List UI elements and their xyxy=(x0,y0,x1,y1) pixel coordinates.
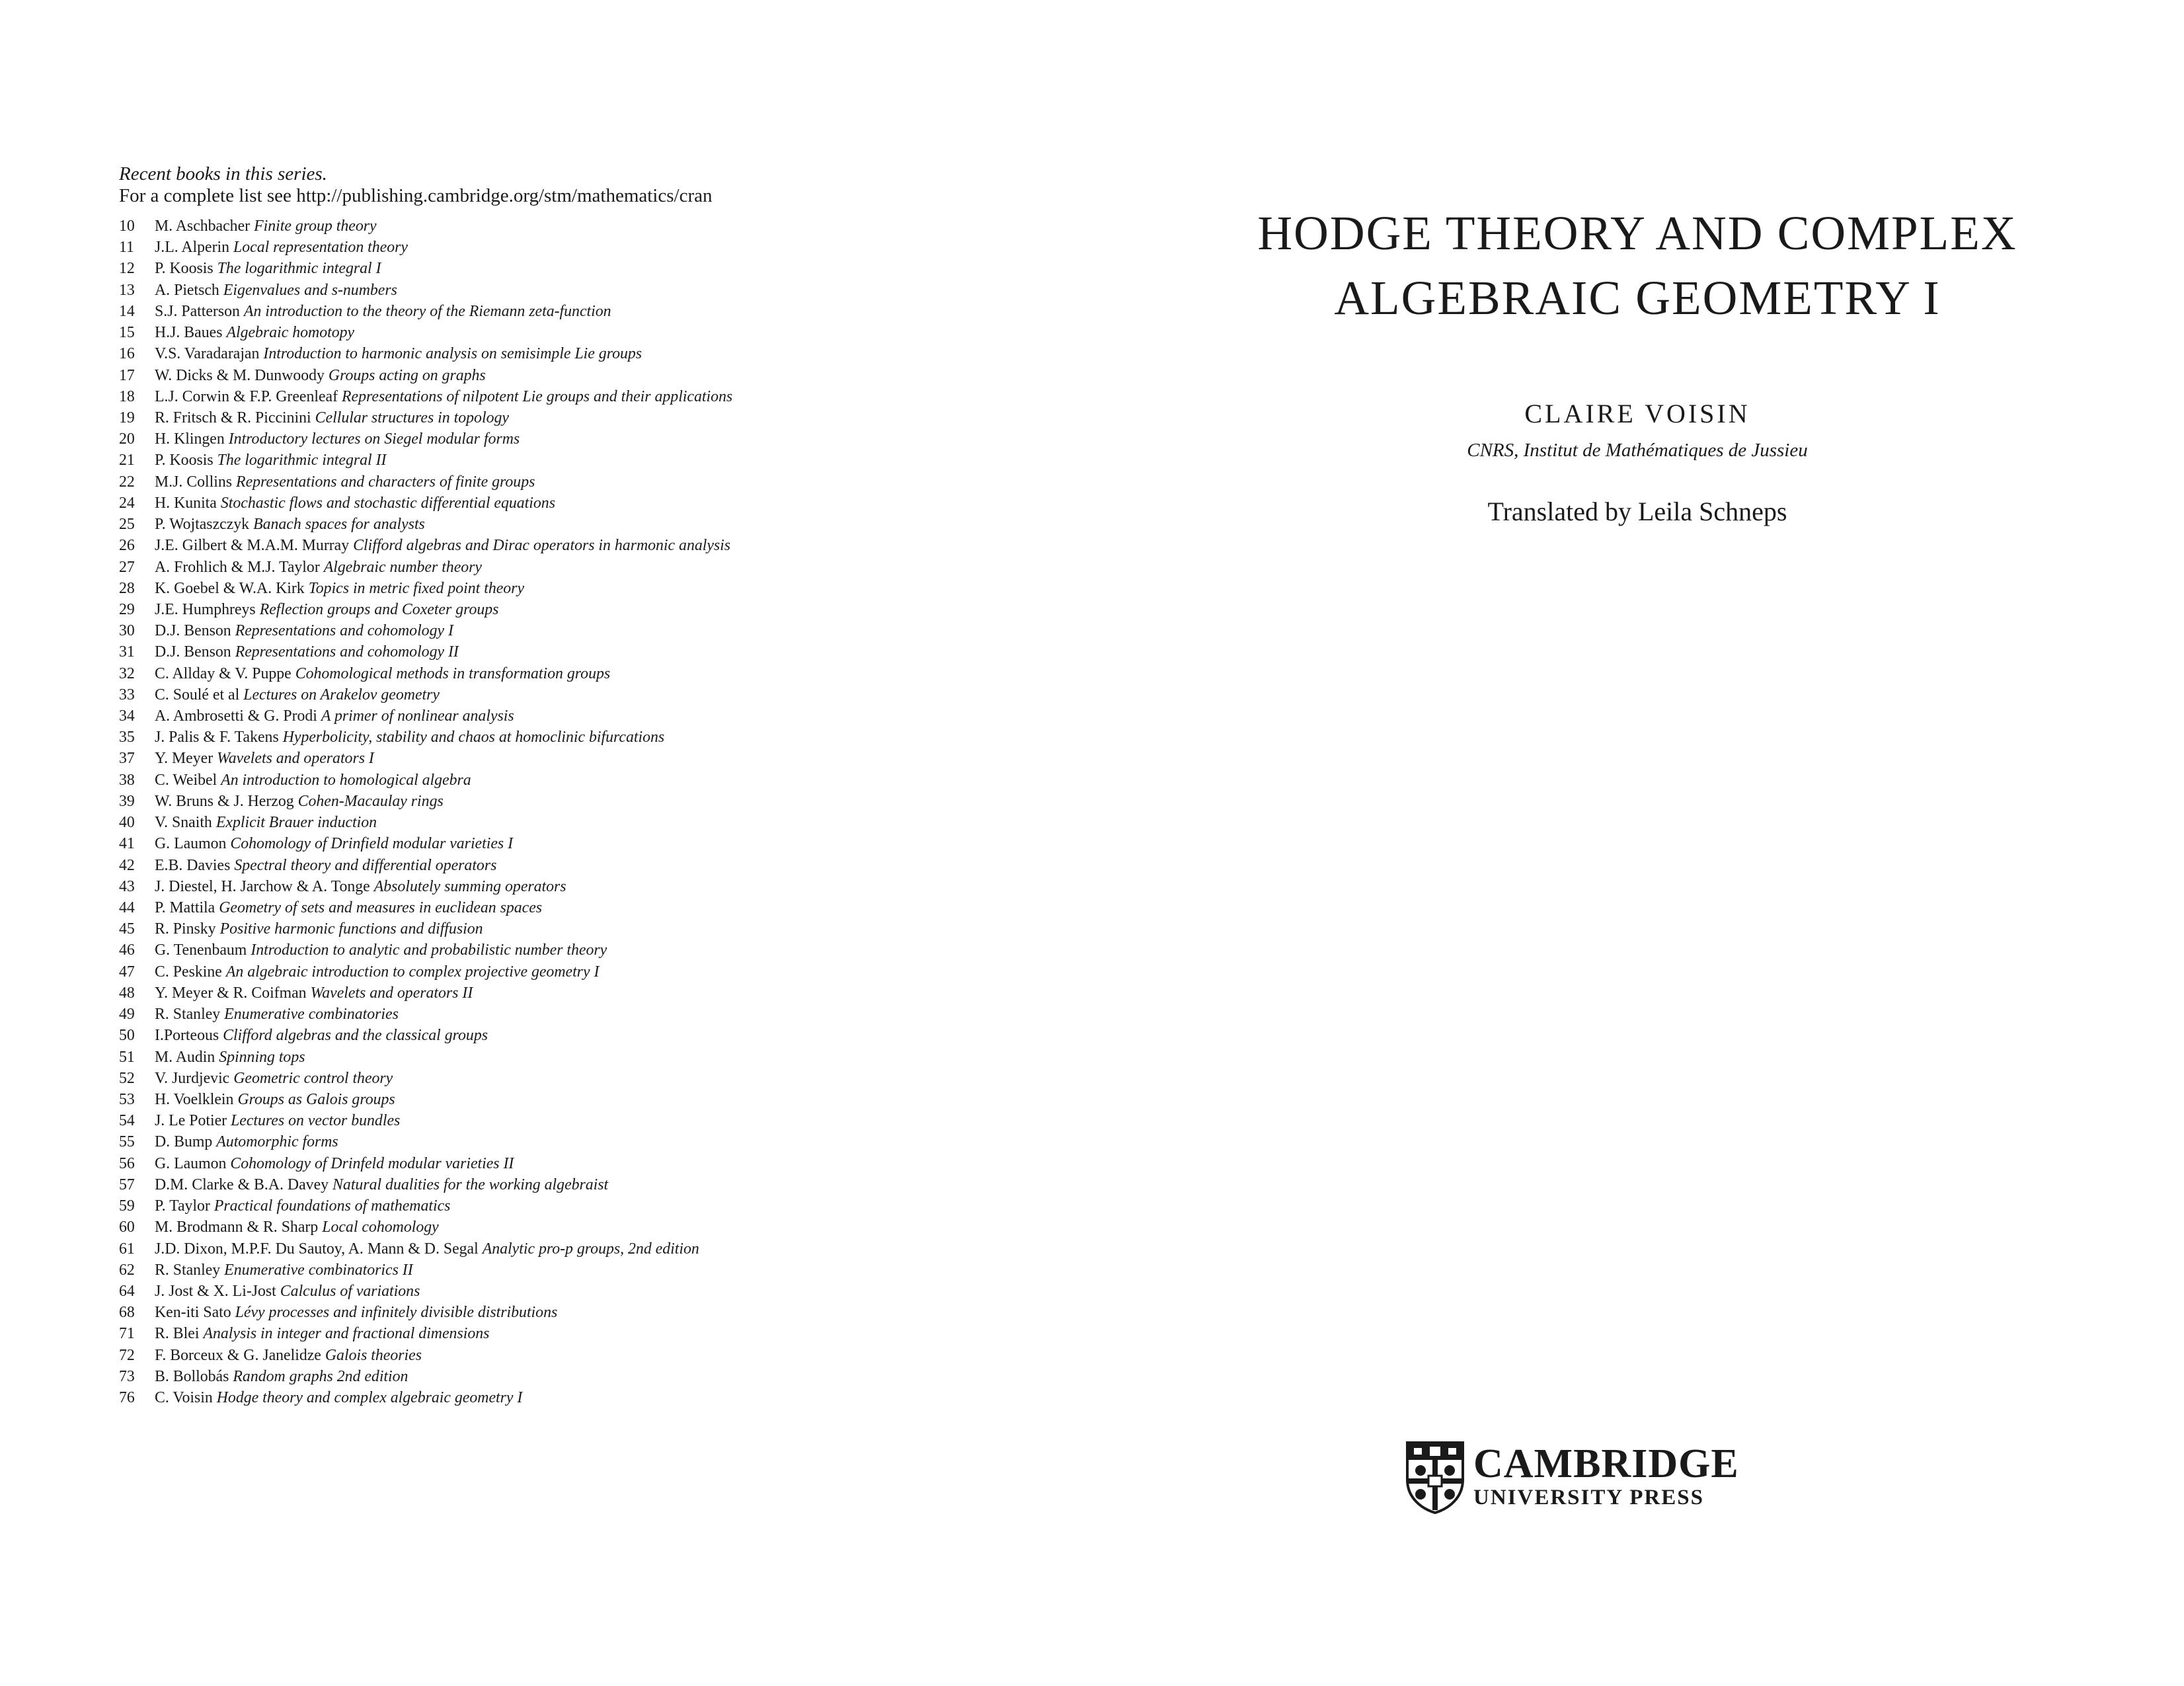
list-item xyxy=(119,1068,1044,1089)
book-authors: D.J. Benson xyxy=(155,643,231,661)
author-affiliation: CNRS, Institut de Mathématiques de Jussieu xyxy=(1467,440,1808,461)
book-authors: B. Bollobás xyxy=(155,1367,229,1385)
book-authors: I.Porteous xyxy=(155,1027,219,1045)
book-authors: H. Voelklein xyxy=(155,1090,234,1108)
book-number: 14 xyxy=(119,302,135,320)
cambridge-shield-icon xyxy=(1405,1440,1465,1514)
book-series-title: Absolutely summing operators xyxy=(373,877,566,895)
book-authors: J. Le Potier xyxy=(155,1112,227,1130)
book-series-title: The logarithmic integral II xyxy=(217,452,387,469)
book-number: 76 xyxy=(119,1389,135,1407)
book-series-title: Explicit Brauer induction xyxy=(215,814,377,832)
book-number: 39 xyxy=(119,792,135,810)
list-item xyxy=(119,663,1044,684)
book-title xyxy=(1091,201,2184,331)
book-series-title: Geometric control theory xyxy=(233,1069,393,1087)
book-authors: G. Tenenbaum xyxy=(155,942,247,959)
list-item xyxy=(119,471,1044,493)
book-series-title: Lévy processes and infinitely divisible distributions xyxy=(235,1304,558,1322)
list-item xyxy=(119,770,1044,791)
book-authors: J. Diestel, H. Jarchow & A. Tonge xyxy=(155,877,370,895)
list-item xyxy=(119,983,1044,1004)
book-series-title: An introduction to homological algebra xyxy=(221,771,471,789)
book-authors: V. Jurdjevic xyxy=(155,1069,230,1087)
list-item xyxy=(119,855,1044,876)
book-authors: F. Borceux & G. Janelidze xyxy=(155,1346,321,1364)
book-number: 35 xyxy=(119,729,135,746)
list-item xyxy=(119,1260,1044,1281)
book-number: 68 xyxy=(119,1304,135,1322)
book-authors: C. Voisin xyxy=(155,1389,213,1407)
book-series-title: An introduction to the theory of the Riemann zeta-function xyxy=(243,302,611,320)
book-number: 32 xyxy=(119,664,135,682)
list-item xyxy=(119,748,1044,769)
book-authors: R. Fritsch & R. Piccinini xyxy=(155,409,311,426)
book-number: 60 xyxy=(119,1219,135,1236)
book-series-title: Clifford algebras and the classical groups xyxy=(223,1027,488,1045)
book-series-title: Clifford algebras and Dirac operators in harmonic analysis xyxy=(353,537,731,555)
book-authors: H. Kunita xyxy=(155,494,217,512)
translator-credit: Translated by Leila Schneps xyxy=(1487,497,1787,526)
book-authors: W. Bruns & J. Herzog xyxy=(155,792,294,810)
publisher-logo xyxy=(1405,1440,1739,1514)
book-number: 10 xyxy=(119,218,135,235)
book-number: 27 xyxy=(119,558,135,576)
book-authors: R. Stanley xyxy=(155,1006,221,1024)
title-page xyxy=(1091,0,2184,1686)
list-item xyxy=(119,705,1044,727)
book-series-title: Reflection groups and Coxeter groups xyxy=(259,600,499,618)
book-series-title: Introduction to harmonic analysis on semisimple Lie groups xyxy=(263,345,643,363)
book-authors: P. Koosis xyxy=(155,260,214,278)
list-item xyxy=(119,280,1044,301)
book-number: 55 xyxy=(119,1133,135,1151)
book-number: 50 xyxy=(119,1027,135,1045)
book-series-title: Wavelets and operators I xyxy=(217,750,374,768)
list-item xyxy=(119,684,1044,705)
book-number: 64 xyxy=(119,1282,135,1300)
book-number: 24 xyxy=(119,494,135,512)
book-number: 51 xyxy=(119,1048,135,1066)
book-authors: M. Aschbacher xyxy=(155,218,251,235)
book-number: 31 xyxy=(119,643,135,661)
list-item xyxy=(119,727,1044,748)
book-authors: D.J. Benson xyxy=(155,622,231,640)
book-authors: M.J. Collins xyxy=(155,473,233,491)
book-number: 59 xyxy=(119,1197,135,1215)
list-item xyxy=(119,940,1044,961)
list-item xyxy=(119,1195,1044,1217)
book-authors: R. Stanley xyxy=(155,1261,221,1279)
book-series-title: Spectral theory and differential operators xyxy=(234,856,497,874)
book-series-title: Representations and characters of finite groups xyxy=(236,473,535,491)
book-number: 62 xyxy=(119,1261,135,1279)
book-authors: A. Ambrosetti & G. Prodi xyxy=(155,707,317,725)
book-series-title: Analysis in integer and fractional dimensions xyxy=(203,1325,490,1343)
book-number: 56 xyxy=(119,1154,135,1172)
book-authors: C. Allday & V. Puppe xyxy=(155,664,292,682)
book-authors: H.J. Baues xyxy=(155,324,223,342)
list-item xyxy=(119,1366,1044,1387)
book-number: 21 xyxy=(119,452,135,469)
book-number: 53 xyxy=(119,1090,135,1108)
book-authors: Y. Meyer xyxy=(155,750,214,768)
book-authors: V. Snaith xyxy=(155,814,212,832)
list-item xyxy=(119,1174,1044,1195)
list-item xyxy=(119,450,1044,471)
list-item xyxy=(119,1153,1044,1174)
book-number: 54 xyxy=(119,1112,135,1130)
book-authors: W. Dicks & M. Dunwoody xyxy=(155,366,325,384)
book-authors: C. Soulé et al xyxy=(155,686,240,703)
list-item xyxy=(119,557,1044,578)
list-item xyxy=(119,1110,1044,1131)
book-series-title: Automorphic forms xyxy=(216,1133,338,1151)
book-authors: A. Pietsch xyxy=(155,281,219,299)
list-item xyxy=(119,791,1044,812)
book-series-title: Finite group theory xyxy=(254,218,377,235)
book-series-title: Representations and cohomology II xyxy=(235,643,459,661)
book-authors: P. Mattila xyxy=(155,899,215,916)
book-title-line2: ALGEBRAIC GEOMETRY I xyxy=(1334,271,1941,325)
book-number: 40 xyxy=(119,814,135,832)
book-series-title: Lectures on vector bundles xyxy=(231,1112,401,1130)
book-authors: C. Peskine xyxy=(155,963,222,981)
book-number: 48 xyxy=(119,984,135,1002)
book-series-title: Stochastic flows and stochastic differential equations xyxy=(220,494,555,512)
book-series-title: Introduction to analytic and probabilistic number theory xyxy=(251,942,607,959)
book-series-title: Analytic pro-p groups, 2nd edition xyxy=(482,1240,699,1258)
book-series-title: Banach spaces for analysts xyxy=(253,516,425,534)
book-series-title: An algebraic introduction to complex projective geometry I xyxy=(225,963,600,981)
list-item xyxy=(119,1302,1044,1323)
book-authors: J.E. Gilbert & M.A.M. Murray xyxy=(155,537,350,555)
list-item xyxy=(119,493,1044,514)
list-item xyxy=(119,237,1044,258)
list-item xyxy=(119,301,1044,322)
list-item xyxy=(119,1387,1044,1408)
book-number: 47 xyxy=(119,963,135,981)
book-series-title: Hyperbolicity, stability and chaos at homoclinic bifurcations xyxy=(282,729,665,746)
book-number: 41 xyxy=(119,835,135,853)
book-number: 73 xyxy=(119,1367,135,1385)
list-item xyxy=(119,1025,1044,1046)
book-authors: A. Frohlich & M.J. Taylor xyxy=(155,558,320,576)
book-series-title: Calculus of variations xyxy=(280,1282,420,1300)
book-authors: J. Palis & F. Takens xyxy=(155,729,279,746)
book-authors: J.L. Alperin xyxy=(155,239,230,257)
book-authors: K. Goebel & W.A. Kirk xyxy=(155,579,305,597)
book-authors: V.S. Varadarajan xyxy=(155,345,260,363)
book-series-title: Spinning tops xyxy=(219,1048,305,1066)
book-number: 15 xyxy=(119,324,135,342)
book-authors: M. Audin xyxy=(155,1048,215,1066)
book-authors: H. Klingen xyxy=(155,430,225,448)
publisher-text xyxy=(1473,1443,1739,1511)
book-number: 20 xyxy=(119,430,135,448)
book-title-line1: HODGE THEORY AND COMPLEX xyxy=(1257,206,2017,260)
list-item xyxy=(119,535,1044,556)
book-series-title: Cohomological methods in transformation groups xyxy=(295,664,611,682)
book-number: 22 xyxy=(119,473,135,491)
series-list-page xyxy=(119,163,1044,1408)
book-authors: G. Laumon xyxy=(155,1154,227,1172)
book-number: 71 xyxy=(119,1325,135,1343)
book-number: 26 xyxy=(119,537,135,555)
book-series-title: Cohen-Macaulay rings xyxy=(297,792,444,810)
book-authors: Ken-iti Sato xyxy=(155,1304,231,1322)
list-item xyxy=(119,216,1044,237)
list-item xyxy=(119,322,1044,343)
list-item xyxy=(119,428,1044,450)
book-authors: R. Blei xyxy=(155,1325,200,1343)
book-number: 25 xyxy=(119,516,135,534)
book-number: 17 xyxy=(119,366,135,384)
book-number: 29 xyxy=(119,600,135,618)
book-number: 12 xyxy=(119,260,135,278)
book-number: 43 xyxy=(119,877,135,895)
book-series-title: Representations of nilpotent Lie groups and their applications xyxy=(342,387,733,405)
book-number: 38 xyxy=(119,771,135,789)
book-series-title: Enumerative combinatorics II xyxy=(224,1261,413,1279)
book-series-title: Wavelets and operators II xyxy=(310,984,473,1002)
publisher-name: CAMBRIDGE xyxy=(1473,1441,1739,1486)
book-series-title: Representations and cohomology I xyxy=(235,622,453,640)
list-item xyxy=(119,258,1044,279)
book-number: 37 xyxy=(119,750,135,768)
list-item xyxy=(119,1047,1044,1068)
list-item xyxy=(119,1281,1044,1302)
book-number: 11 xyxy=(119,239,134,257)
book-series-title: Positive harmonic functions and diffusion xyxy=(219,920,483,938)
list-item xyxy=(119,514,1044,535)
book-number: 13 xyxy=(119,281,135,299)
list-item xyxy=(119,578,1044,599)
book-series-title: Cohomology of Drinfeld modular varieties II xyxy=(230,1154,514,1172)
book-number: 72 xyxy=(119,1346,135,1364)
list-item xyxy=(119,918,1044,940)
series-url-link[interactable]: http://publishing.cambridge.org/stm/mathematics/cran xyxy=(296,185,713,206)
book-series-title: Random graphs 2nd edition xyxy=(233,1367,409,1385)
book-authors: E.B. Davies xyxy=(155,856,231,874)
list-item xyxy=(119,1345,1044,1366)
book-series-title: Local representation theory xyxy=(233,239,408,257)
book-series-title: Groups acting on graphs xyxy=(328,366,486,384)
book-series-title: Lectures on Arakelov geometry xyxy=(243,686,440,703)
book-authors: J. Jost & X. Li-Jost xyxy=(155,1282,276,1300)
book-number: 52 xyxy=(119,1069,135,1087)
book-series-title: Natural dualities for the working algebraist xyxy=(332,1176,609,1193)
complete-list-prefix: For a complete list see xyxy=(119,185,292,206)
list-item xyxy=(119,1004,1044,1025)
list-item xyxy=(119,1323,1044,1344)
book-series-title: Enumerative combinatories xyxy=(224,1006,399,1024)
series-url-line xyxy=(119,185,1044,206)
book-authors: P. Koosis xyxy=(155,452,214,469)
book-series-title: The logarithmic integral I xyxy=(217,260,381,278)
book-number: 45 xyxy=(119,920,135,938)
book-series-title: Local cohomology xyxy=(322,1219,439,1236)
book-series-title: Geometry of sets and measures in euclidean spaces xyxy=(219,899,543,916)
book-series-title: Groups as Galois groups xyxy=(237,1090,395,1108)
book-number: 46 xyxy=(119,942,135,959)
book-series-title: A primer of nonlinear analysis xyxy=(321,707,514,725)
book-number: 34 xyxy=(119,707,135,725)
book-authors: R. Pinsky xyxy=(155,920,216,938)
book-authors: S.J. Patterson xyxy=(155,302,240,320)
book-series-title: Algebraic number theory xyxy=(323,558,482,576)
book-authors: C. Weibel xyxy=(155,771,217,789)
list-item xyxy=(119,812,1044,833)
list-item xyxy=(119,1089,1044,1110)
book-number: 44 xyxy=(119,899,135,916)
book-authors: J.D. Dixon, M.P.F. Du Sautoy, A. Mann & D. Segal xyxy=(155,1240,479,1258)
list-item xyxy=(119,343,1044,364)
book-authors: L.J. Corwin & F.P. Greenleaf xyxy=(155,387,338,405)
book-series-title: Cohomology of Drinfield modular varieties I xyxy=(230,835,514,853)
book-list xyxy=(119,216,1044,1408)
list-item xyxy=(119,407,1044,428)
book-number: 49 xyxy=(119,1006,135,1024)
book-authors: D.M. Clarke & B.A. Davey xyxy=(155,1176,329,1193)
book-authors: G. Laumon xyxy=(155,835,227,853)
list-item xyxy=(119,599,1044,620)
book-authors: J.E. Humphreys xyxy=(155,600,256,618)
book-series-title: Galois theories xyxy=(325,1346,422,1364)
book-number: 33 xyxy=(119,686,135,703)
book-authors: Y. Meyer & R. Coifman xyxy=(155,984,307,1002)
list-item xyxy=(119,1131,1044,1152)
list-item xyxy=(119,386,1044,407)
book-series-title: Hodge theory and complex algebraic geometry I xyxy=(216,1389,523,1407)
book-number: 42 xyxy=(119,856,135,874)
book-authors: M. Brodmann & R. Sharp xyxy=(155,1219,319,1236)
list-item xyxy=(119,365,1044,386)
book-series-title: Topics in metric fixed point theory xyxy=(308,579,525,597)
book-number: 18 xyxy=(119,387,135,405)
list-item xyxy=(119,620,1044,641)
book-series-title: Introductory lectures on Siegel modular forms xyxy=(228,430,520,448)
book-number: 61 xyxy=(119,1240,135,1258)
book-series-title: Eigenvalues and s-numbers xyxy=(223,281,397,299)
book-series-title: Cellular structures in topology xyxy=(315,409,509,426)
book-authors: D. Bump xyxy=(155,1133,213,1151)
book-number: 19 xyxy=(119,409,135,426)
list-item xyxy=(119,961,1044,983)
list-item xyxy=(119,897,1044,918)
book-number: 57 xyxy=(119,1176,135,1193)
book-number: 16 xyxy=(119,345,135,363)
book-authors: P. Taylor xyxy=(155,1197,210,1215)
series-intro: Recent books in this series. xyxy=(119,163,327,184)
book-number: 30 xyxy=(119,622,135,640)
list-item xyxy=(119,833,1044,854)
list-item xyxy=(119,1217,1044,1238)
list-item xyxy=(119,641,1044,662)
list-item xyxy=(119,876,1044,897)
author-name: CLAIRE VOISIN xyxy=(1524,399,1750,428)
publisher-subtitle: UNIVERSITY PRESS xyxy=(1473,1486,1704,1509)
book-authors: P. Wojtaszczyk xyxy=(155,516,250,534)
list-item xyxy=(119,1238,1044,1260)
book-number: 28 xyxy=(119,579,135,597)
book-series-title: Practical foundations of mathematics xyxy=(214,1197,451,1215)
book-series-title: Algebraic homotopy xyxy=(226,324,355,342)
